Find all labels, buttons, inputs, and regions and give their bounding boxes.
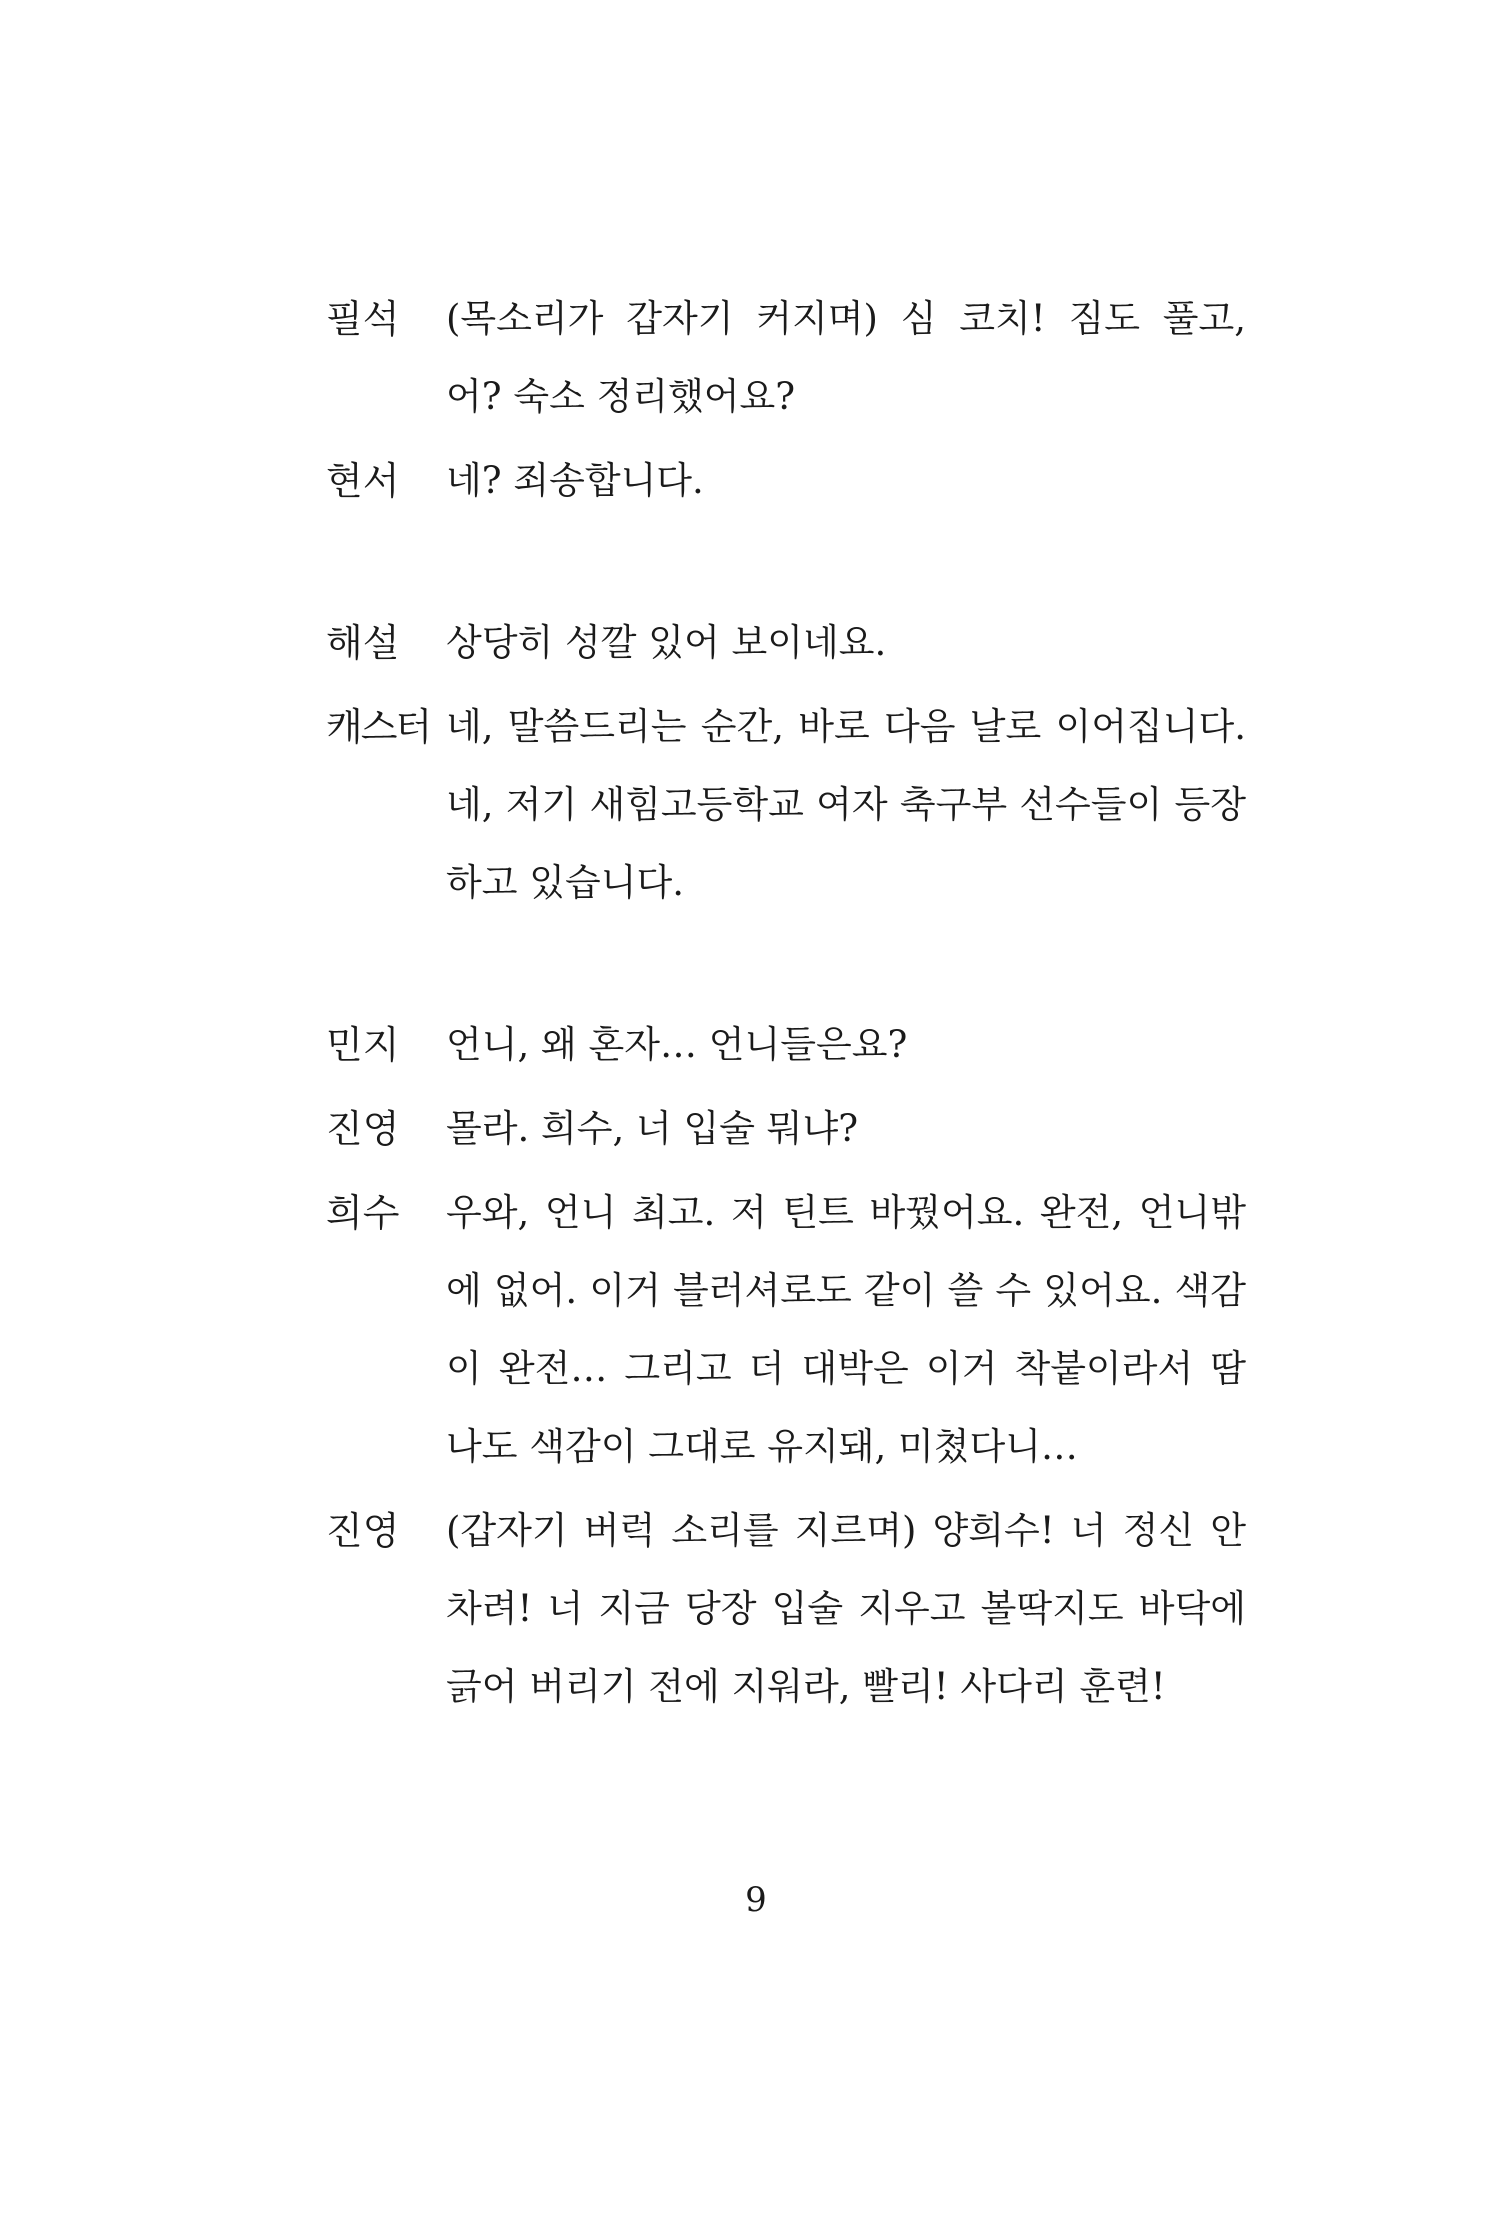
dialogue-text: 몰라. 희수, 너 입술 뭐냐? — [446, 1107, 859, 1150]
dialogue-text: (목소리가 갑자기 커지며) 심 코치! 짐도 풀고, 어? 숙소 정리했어요? — [446, 297, 1246, 418]
dialogue-entry — [326, 604, 1246, 682]
dialogue-text: 우와, 언니 최고. 저 틴트 바꿨어요. 완전, 언니밖에 없어. 이거 블러셔로도 같이 쓸 수 있어요. 색감이 완전… 그리고 더 대박은 이거 착붙이라서 땀 나도 색감이 그대로 유지돼, 미쳤다니… — [446, 1191, 1246, 1468]
dialogue-text: 언니, 왜 혼자… 언니들은요? — [446, 1023, 908, 1066]
dialogue-text: 상당히 성깔 있어 보이네요. — [446, 621, 887, 664]
script-body — [326, 280, 1246, 1732]
speaker-name: 희수 — [326, 1191, 400, 1235]
dialogue-entry — [326, 1174, 1246, 1486]
speaker-name: 진영 — [326, 1107, 400, 1151]
speaker-name: 캐스터 — [326, 705, 431, 749]
dialogue-text: 네? 죄송합니다. — [446, 459, 704, 502]
dialogue-entry — [326, 1006, 1246, 1084]
speaker-name: 진영 — [326, 1509, 400, 1553]
dialogue-entry — [326, 1492, 1246, 1726]
speaker-name: 해설 — [326, 621, 400, 665]
page-number: 9 — [745, 1880, 767, 1920]
dialogue-text: (갑자기 버럭 소리를 지르며) 양희수! 너 정신 안 차려! 너 지금 당장 입술 지우고 볼딱지도 바닥에 긁어 버리기 전에 지워라, 빨리! 사다리 훈련! — [446, 1509, 1246, 1708]
speaker-name: 민지 — [326, 1023, 400, 1067]
dialogue-entry — [326, 688, 1246, 922]
dialogue-entry — [326, 280, 1246, 436]
speaker-name: 필석 — [326, 297, 400, 341]
speaker-name: 현서 — [326, 459, 400, 503]
dialogue-text: 네, 말씀드리는 순간, 바로 다음 날로 이어집니다. 네, 저기 새힘고등학교 여자 축구부 선수들이 등장하고 있습니다. — [446, 705, 1246, 904]
dialogue-entry — [326, 442, 1246, 520]
dialogue-entry — [326, 1090, 1246, 1168]
